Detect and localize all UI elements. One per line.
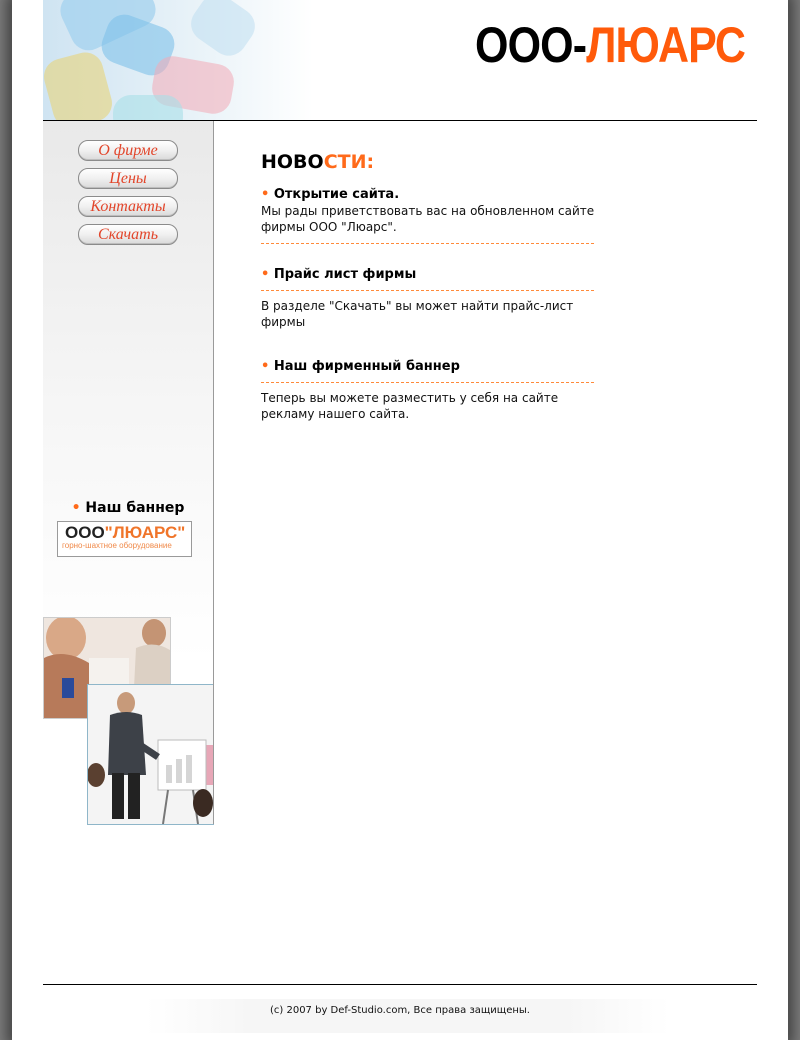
news-item — [261, 186, 601, 244]
bullet-icon: • — [261, 187, 270, 202]
nav-button-about[interactable]: О фирме — [78, 140, 178, 161]
nav-button-download[interactable]: Скачать — [78, 224, 178, 245]
dashed-divider — [261, 290, 594, 291]
photo-presenter — [87, 684, 214, 825]
header — [43, 0, 757, 120]
news-item-body: Мы рады приветствовать вас на обновленном сайте фирмы ООО "Люарс". — [261, 204, 595, 234]
dashed-divider — [261, 382, 594, 383]
main-nav — [78, 140, 178, 252]
news-item-title — [261, 186, 601, 203]
news-item — [261, 266, 601, 330]
sidebar-divider — [213, 121, 214, 824]
footer-divider — [43, 984, 757, 985]
news-item-title — [261, 358, 601, 375]
banner-subtitle: горно-шахтное оборудование — [62, 541, 172, 550]
site-logo[interactable] — [475, 18, 745, 72]
header-decoration-image — [43, 0, 313, 120]
news-title-part-1: НОВО — [261, 151, 324, 173]
company-banner[interactable] — [57, 521, 192, 557]
page — [43, 0, 757, 1040]
copyright-text: (c) 2007 by Def-Studio.com, Все права защищены. — [269, 1005, 530, 1016]
logo-part-2: ЛЮАРС — [586, 17, 746, 73]
banner-heading — [43, 500, 213, 516]
logo-part-1: ООО- — [475, 17, 587, 73]
news-title — [261, 150, 601, 174]
banner-name-part-1: ООО — [65, 523, 105, 542]
news-item-body: Теперь вы можете разместить у себя на сайте рекламу нашего сайта. — [261, 391, 559, 421]
bullet-icon: • — [261, 267, 270, 282]
news-item-title-text[interactable]: Прайс лист фирмы — [273, 267, 417, 282]
sidebar — [43, 121, 213, 841]
news-item-title-text[interactable]: Открытие сайта. — [273, 187, 400, 202]
bullet-icon: • — [261, 359, 270, 374]
banner-name-part-2: "ЛЮАРС" — [104, 523, 186, 542]
news-title-part-2: СТИ: — [323, 151, 375, 173]
news-section — [261, 150, 601, 422]
news-item-title — [261, 266, 601, 283]
banner-heading-text: Наш баннер — [85, 500, 185, 516]
banner-company-name — [65, 523, 185, 542]
news-item-title-text[interactable]: Наш фирменный баннер — [273, 359, 460, 374]
nav-button-contacts[interactable]: Контакты — [78, 196, 178, 217]
nav-button-prices[interactable]: Цены — [78, 168, 178, 189]
bullet-icon: • — [71, 500, 81, 516]
news-item — [261, 358, 601, 422]
news-item-body: В разделе "Скачать" вы может найти прайс-лист фирмы — [261, 299, 574, 329]
dashed-divider — [261, 243, 594, 244]
